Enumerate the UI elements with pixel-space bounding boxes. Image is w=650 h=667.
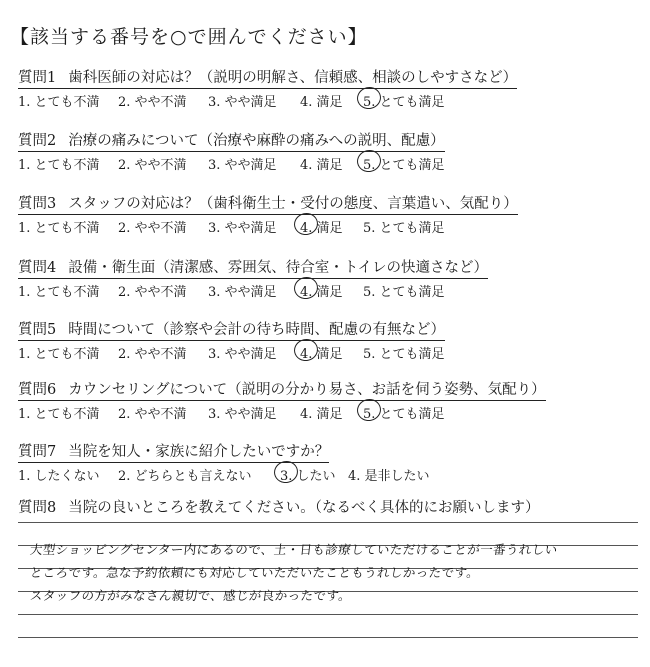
- question-number: 質問1: [18, 70, 57, 86]
- question-5: [18, 318, 638, 363]
- question-number: 質問2: [18, 133, 57, 149]
- question-number: 質問3: [18, 196, 57, 212]
- option-2[interactable]: 2. やや不満: [118, 347, 187, 362]
- question-3-title: [18, 192, 518, 215]
- option-1[interactable]: 1. とても不満: [18, 347, 100, 362]
- handwritten-answer-line-2: ところです。急な予約依頼にも対応していただいたこともうれしかったです。: [29, 565, 481, 580]
- option-3[interactable]: 3. やや満足: [208, 285, 277, 300]
- option-2[interactable]: 2. どちらとも言えない: [118, 469, 252, 484]
- options-row: [18, 343, 638, 363]
- options-row: [18, 403, 638, 423]
- question-4-title: [18, 256, 488, 279]
- option-3[interactable]: 3. やや満足: [208, 347, 277, 362]
- question-1-title: [18, 66, 517, 89]
- question-text: 設備・衛生面（清潔感、雰囲気、待合室・トイレの快適さなど）: [68, 260, 489, 276]
- question-8: [18, 496, 638, 518]
- option-2[interactable]: 2. やや不満: [118, 95, 187, 110]
- option-4[interactable]: 4. 満足: [300, 347, 343, 362]
- answer-rule: [18, 522, 638, 523]
- option-1[interactable]: 1. とても不満: [18, 407, 100, 422]
- option-4[interactable]: 4. 是非したい: [348, 469, 430, 484]
- option-5[interactable]: 5. とても満足: [363, 221, 445, 236]
- option-1[interactable]: 1. とても不満: [18, 95, 100, 110]
- question-number: 質問4: [18, 260, 57, 276]
- option-1[interactable]: 1. とても不満: [18, 158, 100, 173]
- option-3[interactable]: 3. やや満足: [208, 407, 277, 422]
- question-7-title: [18, 440, 329, 463]
- option-1[interactable]: 1. したくない: [18, 469, 100, 484]
- option-4[interactable]: 4. 満足: [300, 221, 343, 236]
- options-row: [18, 281, 638, 301]
- option-1[interactable]: 1. とても不満: [18, 221, 100, 236]
- option-3[interactable]: 3. やや満足: [208, 158, 277, 173]
- question-3: [18, 192, 638, 237]
- question-text: 歯科医師の対応は？（説明の明解さ、信頼感、相談のしやすさなど）: [68, 70, 518, 86]
- option-3[interactable]: 3. やや満足: [208, 221, 277, 236]
- question-text: 当院を知人・家族に紹介したいですか？: [68, 444, 330, 460]
- handwritten-answer-line-1: 大型ショッピングセンター内にあるので、土・日も診療していただけることが一番うれしい: [29, 542, 559, 557]
- options-row: [18, 91, 638, 111]
- question-number: 質問7: [18, 444, 57, 460]
- option-1[interactable]: 1. とても不満: [18, 285, 100, 300]
- option-4[interactable]: 4. 満足: [300, 95, 343, 110]
- question-2-title: [18, 129, 445, 152]
- option-2[interactable]: 2. やや不満: [118, 221, 187, 236]
- question-6: [18, 378, 638, 423]
- option-5[interactable]: 5. とても満足: [363, 407, 445, 422]
- option-5[interactable]: 5. とても満足: [363, 158, 445, 173]
- question-6-title: [18, 378, 546, 401]
- option-4[interactable]: 4. 満足: [300, 158, 343, 173]
- option-4[interactable]: 4. 満足: [300, 285, 343, 300]
- question-8-title: [18, 496, 539, 518]
- option-2[interactable]: 2. やや不満: [118, 407, 187, 422]
- handwritten-answer-line-3: スタッフの方がみなさん親切で、感じが良かったです。: [29, 588, 353, 603]
- question-number: 質問5: [18, 322, 57, 338]
- question-8-text: 当院の良いところを教えてください。（なるべく具体的にお願いします）: [68, 500, 540, 516]
- options-row: [18, 465, 638, 485]
- option-5[interactable]: 5. とても満足: [363, 285, 445, 300]
- question-8-number: 質問8: [18, 500, 57, 516]
- question-5-title: [18, 318, 445, 341]
- option-5[interactable]: 5. とても満足: [363, 95, 445, 110]
- question-2: [18, 129, 638, 174]
- option-5[interactable]: 5. とても満足: [363, 347, 445, 362]
- answer-rule: [18, 637, 638, 638]
- answer-rule: [18, 614, 638, 615]
- question-text: 時間について（診察や会計の待ち時間、配慮の有無など）: [68, 322, 445, 338]
- question-text: 治療の痛みについて（治療や麻酔の痛みへの説明、配慮）: [68, 133, 445, 149]
- question-text: カウンセリングについて（説明の分かり易さ、お話を伺う姿勢、気配り）: [68, 382, 546, 398]
- options-row: [18, 217, 638, 237]
- option-2[interactable]: 2. やや不満: [118, 158, 187, 173]
- question-number: 質問6: [18, 382, 57, 398]
- question-4: [18, 256, 638, 301]
- question-7: [18, 440, 638, 485]
- option-3[interactable]: 3. したい: [280, 469, 336, 484]
- options-row: [18, 154, 638, 174]
- instruction-heading: 【該当する番号を○で囲んでください】: [10, 26, 368, 48]
- option-3[interactable]: 3. やや満足: [208, 95, 277, 110]
- question-text: スタッフの対応は？（歯科衛生士・受付の態度、言葉遣い、気配り）: [68, 196, 518, 212]
- question-1: [18, 66, 638, 111]
- option-2[interactable]: 2. やや不満: [118, 285, 187, 300]
- option-4[interactable]: 4. 満足: [300, 407, 343, 422]
